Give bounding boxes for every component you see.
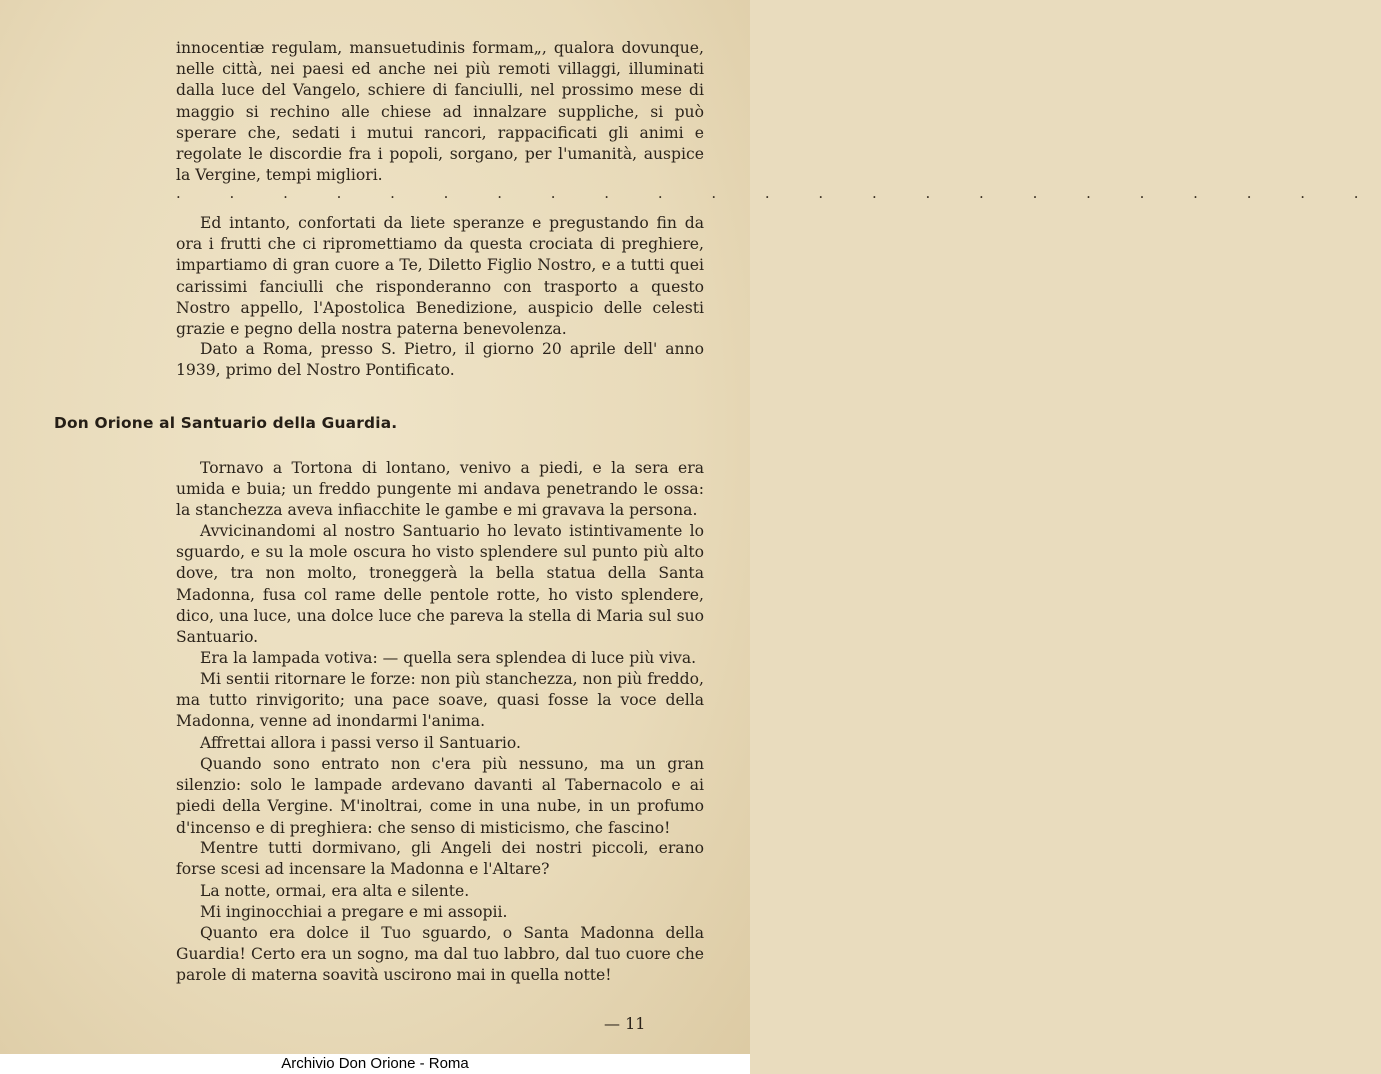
archive-footer: Archivio Don Orione - Roma (0, 1054, 750, 1074)
article-paragraph: Tornavo a Tortona di lontano, venivo a piedi, e la sera era umida e buia; un freddo pungente mi andava penetrando le ossa: la stanchezza aveva infiacchite le gambe e mi gravava la persona. (176, 459, 704, 520)
article-paragraph: Mi sentii ritornare le forze: non più stanchezza, non più freddo, ma tutto rinvigorito; una pace soave, quasi fosse la voce della Madonna, venne ad inondarmi l'anima. (176, 670, 704, 731)
article-title: Don Orione al Santuario della Guardia. (54, 414, 398, 432)
article-paragraph: Mi inginocchiai a pregare e mi assopii. (200, 903, 508, 921)
page-number: — 11 (604, 1014, 646, 1033)
paragraph-papal-letter-end: innocentiæ regulam, mansuetudinis formam„, qualora dovunque, nelle città, nei paesi ed anche nei più remoti villaggi, illuminati dalla luce del Vangelo, schiere di fanciulli, nel prossimo mese di maggio si rechino alle chiese ad innalzare suppliche, si può sperare che, sedati i mutui rancori, rappacificati gli animi e regolate le discordie fra i popoli, sorgano, per l'umanità, auspice la Vergine, tempi migliori. (176, 39, 704, 185)
article-paragraph: Era la lampada votiva: — quella sera splendea di luce più viva. (200, 649, 697, 667)
article-paragraph: Mentre tutti dormivano, gli Angeli dei nostri piccoli, erano forse scesi ad incensare la Madonna e l'Altare? (176, 839, 704, 879)
article-paragraph: Affrettai allora i passi verso il Santuario. (200, 734, 521, 752)
separator-dots: · · · · · · · · · · · · · · · · · · · · · · · (176, 188, 1381, 206)
article-paragraph: Quanto era dolce il Tuo sguardo, o Santa Madonna della Guardia! Certo era un sogno, ma dal tuo labbro, dal tuo cuore che parole di materna soavità uscirono mai in quella notte! (176, 924, 704, 985)
article-paragraph: Avvicinandomi al nostro Santuario ho levato istintivamente lo sguardo, e su la mole oscura ho visto splendere sul punto più alto dove, tra non molto, troneggerà la bella statua della Santa Madonna, fusa col rame delle pentole rotte, ho visto splendere, dico, una luce, una dolce luce che pareva la stella di Maria sul suo Santuario. (176, 522, 704, 647)
paragraph-date: Dato a Roma, presso S. Pietro, il giorno 20 aprile dell' anno 1939, primo del Nostro Pontificato. (176, 340, 704, 380)
article-paragraph: Quando sono entrato non c'era più nessuno, ma un gran silenzio: solo le lampade ardevano davanti al Tabernacolo e ai piedi della Vergine. M'inoltrai, come in una nube, in un profumo d'incenso e di preghiera: che senso di misticismo, che fascino! (176, 755, 704, 837)
paragraph-blessing: Ed intanto, confortati da liete speranze e pregustando fin da ora i frutti che ci ripromettiamo da questa crociata di preghiere, impartiamo di gran cuore a Te, Diletto Figlio Nostro, e a tutti quei carissimi fanciulli che risponderanno con trasporto a questo Nostro appello, l'Apostolica Benedizione, auspicio delle celesti grazie e pegno della nostra paterna benevolenza. (176, 214, 704, 339)
article-paragraph: La notte, ormai, era alta e silente. (200, 882, 470, 900)
